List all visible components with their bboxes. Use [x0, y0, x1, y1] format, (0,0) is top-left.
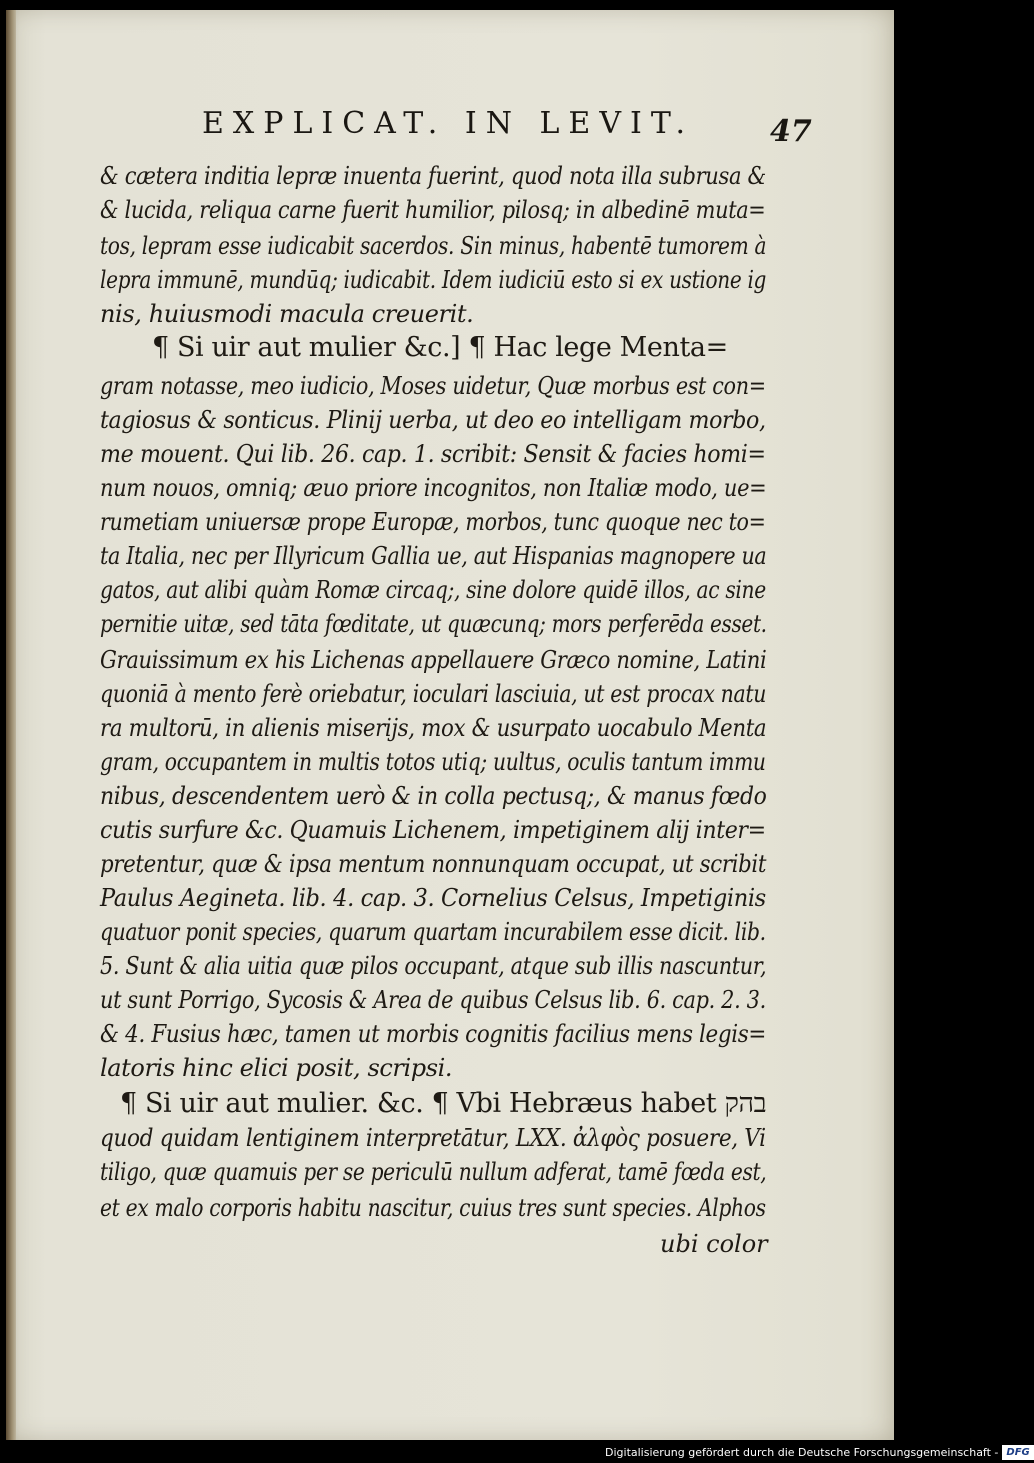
- text-line: gram, occupantem in multis totos utiq; uultus, oculis tantum immu: [100, 748, 766, 776]
- text-line: ¶ Si uir aut mulier &c.] ¶ Hac lege Menta=: [152, 332, 728, 363]
- text-line: ta Italia, nec per Illyricum Gallia ue, aut Hispanias magnopere ua: [100, 542, 767, 570]
- text-line: 5. Sunt & alia uitia quæ pilos occupant, atque sub illis nascuntur,: [100, 952, 767, 980]
- text-line: lepra immunē, mundūq; iudicabit. Idem iudiciū esto si ex ustione ig: [100, 266, 767, 294]
- text-line: et ex malo corporis habitu nascitur, cuius tres sunt species. Alphos: [100, 1194, 766, 1222]
- text-line: gatos, aut alibi quàm Romæ circaq;, sine dolore quidē illos, ac sine: [100, 576, 766, 604]
- text-line: tiligo, quæ quamuis per se periculū nullum adferat, tamē fœda est,: [100, 1158, 767, 1186]
- text-line: pretentur, quæ & ipsa mentum nonnunquam occupat, ut scribit: [100, 850, 767, 878]
- book-page: [6, 10, 894, 1440]
- text-line: & cætera inditia lepræ inuenta fuerint, quod nota illa subrusa &: [100, 162, 766, 190]
- text-line: & 4. Fusius hæc, tamen ut morbis cognitis facilius mens legis=: [100, 1020, 766, 1048]
- page-number: 47: [770, 114, 812, 149]
- text-line: ra multorū, in alienis miserijs, mox & usurpato uocabulo Menta: [100, 714, 767, 742]
- text-line: rumetiam uniuersæ prope Europæ, morbos, tunc quoque nec to=: [100, 508, 766, 536]
- credit-text: Digitalisierung gefördert durch die Deutsche Forschungsgemeinschaft -: [605, 1445, 999, 1459]
- text-line: me mouent. Qui lib. 26. cap. 1. scribit: Sensit & facies homi=: [100, 440, 766, 468]
- text-line: Grauissimum ex his Lichenas appellauere Græco nomine, Latini: [100, 646, 767, 674]
- text-line: pernitie uitæ, sed tāta fœditate, ut quæcunq; mors perferēda esset.: [100, 610, 767, 638]
- catchword: ubi color: [660, 1230, 768, 1258]
- text-line: latoris hinc elici posit, scripsi.: [100, 1054, 453, 1082]
- text-line: tos, lepram esse iudicabit sacerdos. Sin minus, habentē tumorem à: [100, 232, 767, 260]
- running-header: EXPLICAT. IN LEVIT.: [202, 106, 694, 141]
- text-line: quod quidam lentiginem interpretātur, LXX. ἀλφὸς posuere, Vi: [100, 1124, 766, 1152]
- text-line: quatuor ponit species, quarum quartam incurabilem esse dicit. lib.: [100, 918, 766, 946]
- text-line: nibus, descendentem uerò & in colla pectusq;, & manus fœdo: [100, 782, 767, 810]
- text-line: tagiosus & sonticus. Plinij uerba, ut deo eo intelligam morbo,: [100, 406, 766, 434]
- text-line: ¶ Si uir aut mulier. &c. ¶ Vbi Hebræus habet בהק: [120, 1088, 767, 1119]
- dfg-logo: DFG: [1002, 1445, 1033, 1460]
- text-line: num nouos, omniq; æuo priore incognitos, non Italiæ modo, ue=: [100, 474, 767, 502]
- body-text: [6, 10, 894, 1440]
- text-line: & lucida, reliqua carne fuerit humilior, pilosq; in albedinē muta=: [100, 196, 766, 224]
- text-line: nis, huiusmodi macula creuerit.: [100, 300, 474, 328]
- text-line: cutis surfure &c. Quamuis Lichenem, impetiginem alij inter=: [100, 816, 766, 844]
- digitization-credit: [605, 1444, 1034, 1460]
- text-line: ut sunt Porrigo, Sycosis & Area de quibus Celsus lib. 6. cap. 2. 3.: [100, 986, 766, 1014]
- text-line: quoniā à mento ferè oriebatur, ioculari lasciuia, ut est procax natu: [100, 680, 767, 708]
- text-line: gram notasse, meo iudicio, Moses uidetur, Quæ morbus est con=: [100, 372, 766, 400]
- text-line: Paulus Aegineta. lib. 4. cap. 3. Cornelius Celsus, Impetiginis: [100, 884, 766, 912]
